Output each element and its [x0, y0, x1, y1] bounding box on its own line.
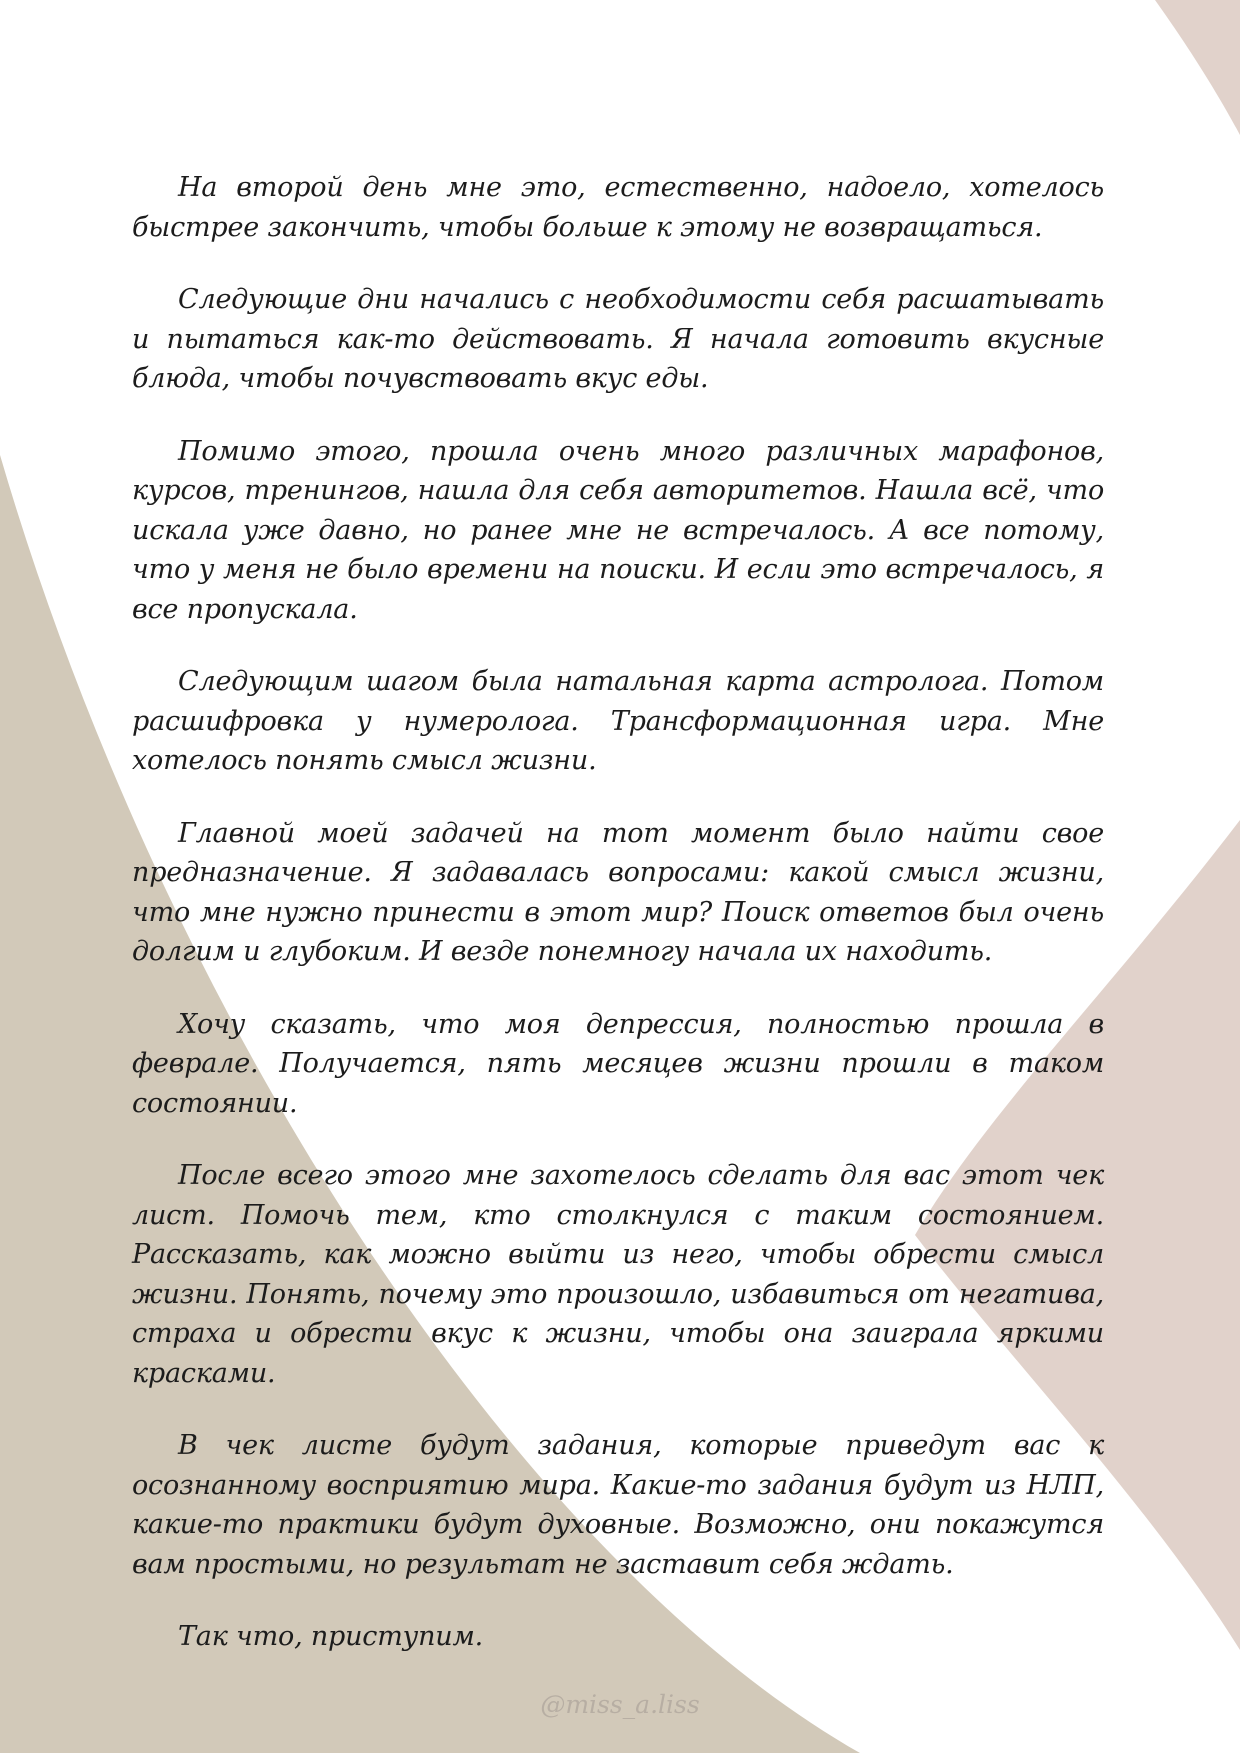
paragraph: Главной моей задачей на тот момент было найти свое предназначение. Я задавалась вопросами: какой смысл жизни, что мне нужно принести в этот мир? Поиск ответов был очень долгим и глубоким. И везде понемногу начала их находить.	[132, 817, 1104, 967]
pink-corner-shape-top	[1155, 0, 1240, 135]
paragraph: Так что, приступим.	[178, 1621, 484, 1652]
paragraph: После всего этого мне захотелось сделать для вас этот чек лист. Помочь тем, кто столкнулся с таким состоянием. Рассказать, как можно выйти из него, чтобы обрести смысл жизни. Понять, почему это произошло, избавиться от негатива, страха и обрести вкус к жизни, чтобы она заиграла яркими красками.	[132, 1160, 1104, 1389]
footer-handle: @miss_a.liss	[540, 1690, 700, 1719]
paragraph: Хочу сказать, что моя депрессия, полностью прошла в феврале. Получается, пять месяцев жизни прошли в таком состоянии.	[132, 1008, 1104, 1119]
paragraph: На второй день мне это, естественно, надоело, хотелось быстрее закончить, чтобы больше к этому не возвращаться.	[132, 172, 1104, 243]
paragraph: Следующим шагом была натальная карта астролога. Потом расшифровка у нумеролога. Трансформационная игра. Мне хотелось понять смысл жизни.	[132, 666, 1104, 776]
paragraph: В чек листе будут задания, которые приведут вас к осознанному восприятию мира. Какие-то задания будут из НЛП, какие-то практики будут духовные. Возможно, они покажутся вам простыми, но результат не заставит себя ждать.	[132, 1430, 1104, 1580]
paragraph: Помимо этого, прошла очень много различных марафонов, курсов, тренингов, нашла для себя авторитетов. Нашла всё, что искала уже давно, но ранее мне не встречалось. А все потому, что у меня не было времени на поиски. И если это встречалось, я все пропускала.	[132, 435, 1104, 625]
paragraph: Следующие дни начались с необходимости себя расшатывать и пытаться как-то действовать. Я начала готовить вкусные блюда, чтобы почувствовать вкус еды.	[132, 284, 1104, 394]
document-body	[132, 168, 1104, 1690]
